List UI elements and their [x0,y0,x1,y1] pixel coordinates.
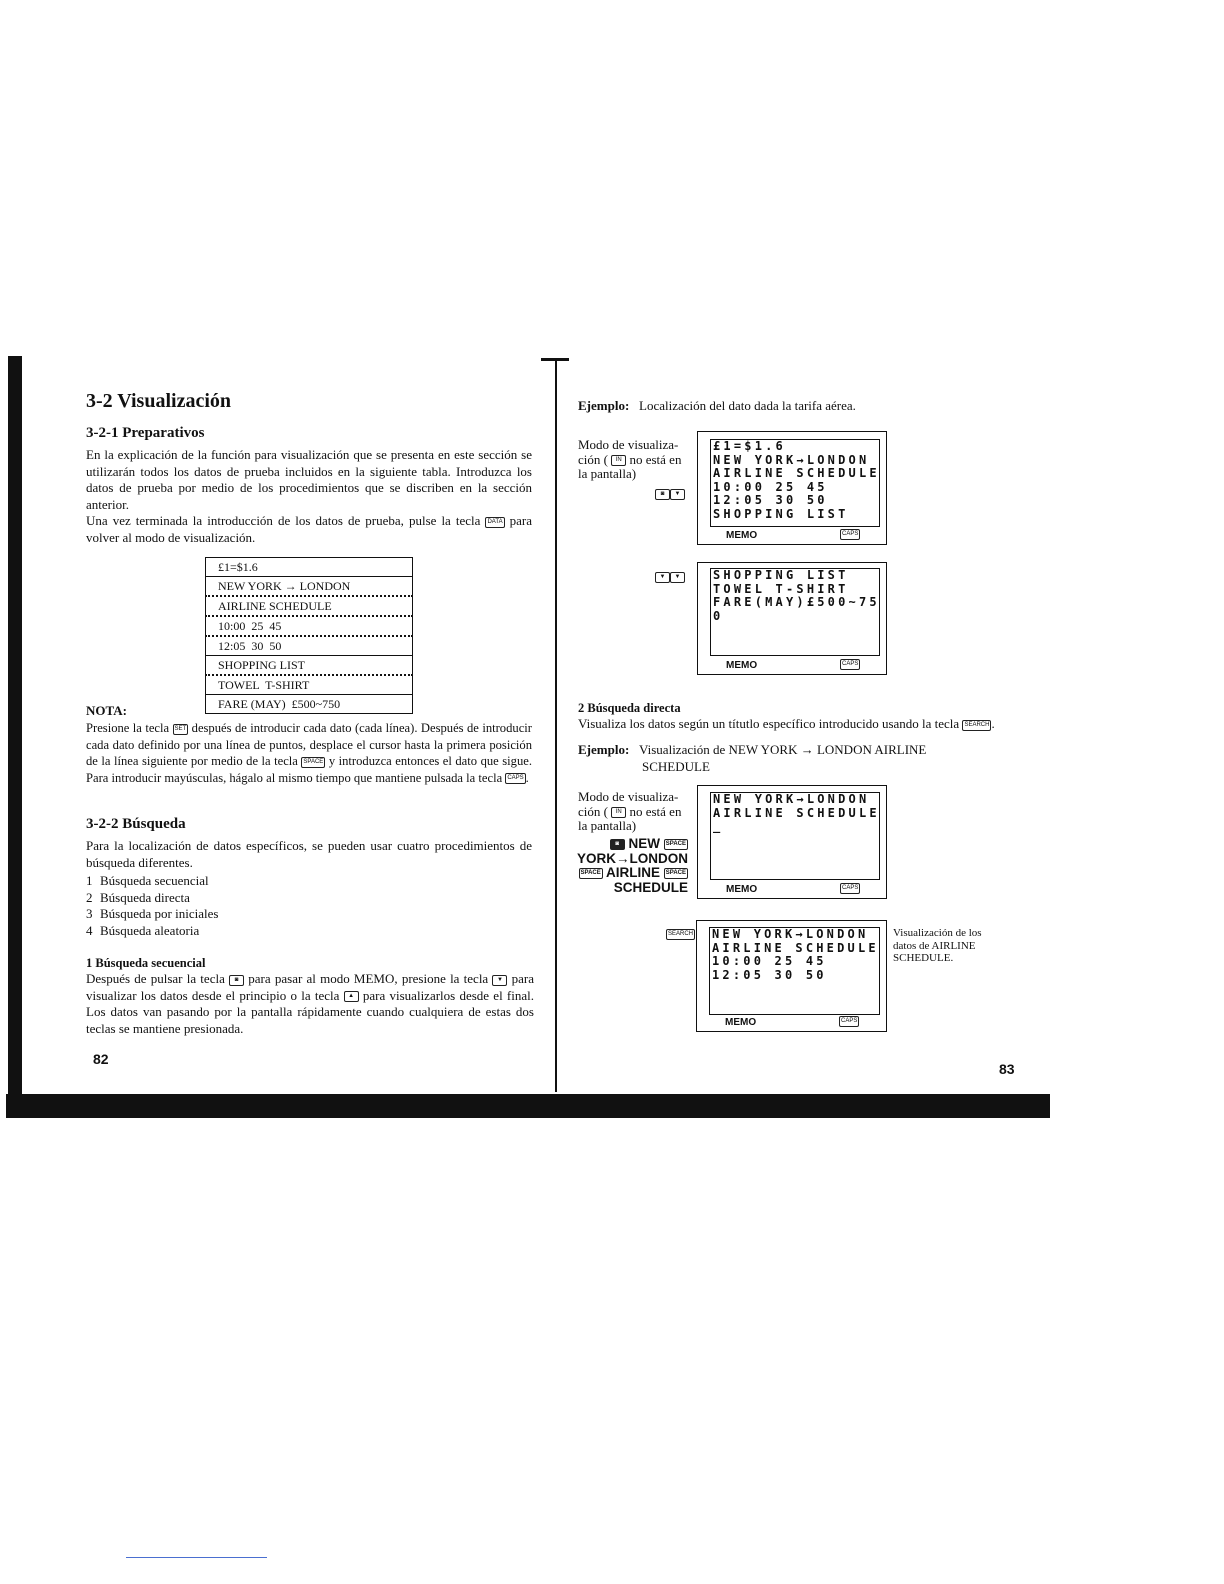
nota-title: NOTA: [86,703,127,718]
down-key-icon: ▼ [670,489,685,500]
lcd-screen-3 [697,785,887,899]
lcd-line: 10:00 25 45 [712,954,827,969]
page-edge-bar [8,356,22,1096]
lcd-line: £1=$1.6 [713,439,786,453]
table-row: 10:00 25 45 [206,616,413,636]
direct-title: 2 Búsqueda directa [578,701,681,715]
lcd-display [710,439,880,527]
space-key-icon: SPACE [579,868,603,879]
lcd-line: FARE(MAY)£500~75 [713,595,880,610]
lcd-line: 0 [713,608,724,623]
lcd-line: 10:00 25 45 [713,479,828,494]
search-key-icon: SEARCH [962,720,991,731]
example-1-label: Ejemplo: [578,398,630,413]
in-key-icon: IN [611,807,626,818]
memo-indicator: MEMO [726,530,758,541]
prep-paragraph-2 [86,513,532,546]
search-key-icon: SEARCH [666,929,695,940]
list-item: 4 Búsqueda aleatoria [86,922,200,938]
lcd-line: 12:05 30 50 [712,967,827,982]
nota-text [86,720,532,786]
table-row: FARE (MAY) £500~750 [206,695,413,714]
lcd-cursor: _ [713,819,724,834]
memo-indicator: MEMO [725,1017,757,1028]
down-key-icon: ▼ [670,572,685,583]
lcd-screen-1 [697,431,887,545]
table-row: TOWEL T-SHIRT [206,675,413,695]
in-key-icon: IN [611,455,626,466]
memo-indicator: MEMO [726,660,758,671]
down-key-icon: ▼ [655,572,670,583]
scan-mark [126,1557,267,1558]
set-key-icon: SET [173,724,189,735]
key-sequence-2 [655,568,685,586]
lcd-line: SHOPPING LIST [713,568,849,582]
side-note: Visualización de los datos de AIRLINE SCHEDULE. [893,927,982,964]
lcd-line: AIRLINE SCHEDULE [713,805,880,820]
memo-indicator: MEMO [726,884,758,895]
caps-indicator-icon: CAPS [840,883,860,894]
list-item: 2 Búsqueda directa [86,889,190,905]
memo-key-icon: ◙ [610,839,625,850]
lcd-line: SHOPPING LIST [713,506,849,521]
mode-label-1: Modo de visualiza- ción ( IN no está en la pantalla) [578,437,682,481]
memo-key-icon: ◙ [229,975,244,986]
caps-indicator-icon: CAPS [839,1016,859,1027]
seq-text-d: para visualizarlos desde el final. Los datos van pasando por la pantalla rápidamente cuando cualquiera de estas dos teclas se mantiene presionada. [86,987,534,1036]
seq-title: 1 Búsqueda secuencial [86,956,206,970]
prep-paragraph-2a: Una vez terminada la introducción de los datos de prueba, pulse la tecla [86,513,481,528]
search-title: 3-2-2 Búsqueda [86,816,186,832]
list-item: 3 Búsqueda por iniciales [86,906,219,921]
table-row: NEW YORK → LONDON [206,577,413,597]
test-data-table [205,557,413,714]
prep-paragraph-1: En la explicación de la función para visualización que se presenta en este sección se utilizarán todos los datos de prueba incluidos en la siguiente tabla. Introduzca los datos de prueba por medio de los procedimientos que se discriben en la sección anterior. [86,447,532,512]
seq-text [86,971,534,1037]
space-key-icon: SPACE [664,868,688,879]
key-sequence-4 [666,925,695,943]
prep-text [86,447,532,546]
memo-key-icon: ◙ [655,489,670,500]
page-number-right: 83 [999,1061,1015,1077]
section-title: 3-2 Visualización [86,390,232,412]
example-1 [578,398,1018,415]
bottom-edge-bar [6,1094,1050,1118]
list-item: 1 Búsqueda secuencial [86,873,209,888]
lcd-line: TOWEL T-SHIRT [713,581,849,596]
prep-paragraph-2b: para volver al modo de visualización. [86,513,533,545]
nota-text-c: y introduzca entonces el dato que sigue. Para introducir mayúsculas, hágalo al mismo tiempo que mantiene pulsada la tecla [86,754,532,785]
seq-text-c: para visualizar los datos desde el principio o la tecla [86,971,535,1003]
lcd-display [709,927,880,1015]
gutter-rule [555,360,557,1092]
example-2: Ejemplo: Visualización de NEW YORK → LONDON AIRLINE SCHEDULE [578,742,927,774]
lcd-screen-2 [697,562,887,675]
search-text: Para la localización de datos específicos, se pueden usar cuatro procedimientos de búsqueda diferentes. [86,838,532,870]
lcd-display [710,568,880,656]
seq-text-b: para pasar al modo MEMO, presione la tecla [248,971,489,986]
space-key-icon: SPACE [301,757,325,768]
table-row: £1=$1.6 [206,558,413,577]
lcd-line: AIRLINE SCHEDULE [712,940,879,955]
up-key-icon: ▲ [344,991,359,1002]
lcd-line: NEW YORK→LONDON [712,927,869,941]
prep-title: 3-2-1 Preparativos [86,425,205,441]
seq-text-a: Después de pulsar la tecla [86,971,225,986]
nota-text-d: . [525,770,529,785]
page-number-left: 82 [93,1051,109,1067]
table-row: 12:05 30 50 [206,636,413,656]
space-key-icon: SPACE [664,839,688,850]
direct-text: Visualiza los datos según un títutlo específico introducido usando la tecla SEARCH . [578,716,995,731]
example-1-text: Localización del dato dada la tarifa aérea. [639,398,856,413]
lcd-line: 12:05 30 50 [713,493,828,508]
caps-key-icon: CAPS [505,773,525,784]
search-methods-list [86,873,218,939]
table-row: SHOPPING LIST [206,656,413,676]
key-sequence-1 [655,485,685,503]
nota-text-b: después de introducir cada dato (cada línea). Después de introducir cada dato definido por una línea de puntos, desplace el cursor hasta la primera posición de la línea siguiente por medio de la tecla [86,721,532,768]
key-sequence-3: ◙ NEW SPACE YORK→LONDON SPACE AIRLINE SPACE SCHEDULE [577,836,688,895]
down-key-icon: ▼ [492,975,507,986]
nota-text-a: Presione la tecla [86,721,170,735]
table-row: AIRLINE SCHEDULE [206,596,413,616]
lcd-line: NEW YORK→LONDON [713,452,870,467]
data-key-icon: DATA [485,517,504,528]
caps-indicator-icon: CAPS [840,659,860,670]
mode-label-2: Modo de visualiza- ción ( IN no está en la pantalla) [578,789,682,833]
lcd-line: AIRLINE SCHEDULE [713,466,880,481]
lcd-line: NEW YORK→LONDON [713,792,870,806]
lcd-display [710,792,880,880]
lcd-screen-4 [696,920,887,1032]
caps-indicator-icon: CAPS [840,529,860,540]
example-2-label: Ejemplo: [578,742,630,757]
